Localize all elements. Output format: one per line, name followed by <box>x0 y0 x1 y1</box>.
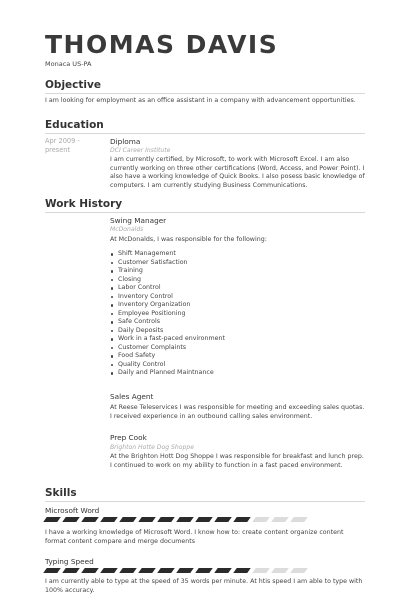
job-title: Sales Agent <box>110 392 154 401</box>
section-divider <box>45 93 365 94</box>
objective-heading: Objective <box>45 79 101 91</box>
skill-level-segment <box>138 568 156 573</box>
skill-description: I am currently able to type at the speed of 35 words per minute. At htis speed I am able to type with 100% accuracy. <box>45 578 363 594</box>
skill-level-segment <box>252 568 270 573</box>
section-divider <box>45 212 365 213</box>
duty-item: Quality Control <box>110 361 225 370</box>
skill-level-bar <box>45 517 311 523</box>
skill-level-segment <box>157 568 175 573</box>
section-divider <box>45 133 365 134</box>
skill-level-segment <box>271 568 289 573</box>
section-divider <box>45 501 365 502</box>
job-company: McDonalds <box>110 226 144 233</box>
skill-name: Microsoft Word <box>45 506 100 515</box>
skill-name: Typing Speed <box>45 557 94 566</box>
job-title: Prep Cook <box>110 433 147 442</box>
skill-level-segment <box>81 517 99 522</box>
skill-level-segment <box>214 568 232 573</box>
skill-level-segment <box>62 517 80 522</box>
education-heading: Education <box>45 119 104 131</box>
duty-item: Daily and Planned Maintnance <box>110 369 225 378</box>
skill-level-segment <box>119 568 137 573</box>
job-company: Brighton Hotte Dog Shoppe <box>110 444 194 451</box>
job-description: At the Brighton Hott Dog Shoppe I was responsible for breakfast and lunch prep. I continued to work on my ability to function in a fast paced environment. <box>110 453 364 469</box>
skill-level-segment <box>43 568 61 573</box>
duty-item: Shift Management <box>110 250 225 259</box>
skill-level-segment <box>252 517 270 522</box>
duty-item: Work in a fast-paced environment <box>110 335 225 344</box>
candidate-name: THOMAS DAVIS <box>45 30 279 59</box>
skill-level-segment <box>176 517 194 522</box>
skill-level-segment <box>195 568 213 573</box>
skill-level-segment <box>119 517 137 522</box>
duty-item: Inventory Organization <box>110 301 225 310</box>
duty-item: Training <box>110 267 225 276</box>
education-institution: DCI Career Institute <box>110 147 171 154</box>
skills-heading: Skills <box>45 487 77 499</box>
skill-level-segment <box>62 568 80 573</box>
skill-level-segment <box>233 568 251 573</box>
work-history-heading: Work History <box>45 198 123 210</box>
skill-level-segment <box>157 517 175 522</box>
job-duties-list <box>110 250 225 378</box>
job-title: Swing Manager <box>110 216 167 225</box>
job-description: At Reese Teleservices I was responsible for meeting and exceeding sales quotas. I received experience in an outbound calling sales environment. <box>110 404 365 420</box>
duty-item: Customer Complaints <box>110 344 225 353</box>
duty-item: Food Safety <box>110 352 225 361</box>
skill-level-segment <box>290 568 308 573</box>
job-description: At McDonalds, I was responsible for the following: <box>110 236 267 243</box>
skill-level-segment <box>233 517 251 522</box>
duty-item: Labor Control <box>110 284 225 293</box>
skill-level-segment <box>195 517 213 522</box>
duty-item: Safe Controls <box>110 318 225 327</box>
education-description: I am currently certified, by Microsoft, to work with Microsoft Excel. I am also currently working on three other certifications (Word, Access, and Power Point). I also have a working knowledge of Quick Books. I also posess basic knowledge of computers. I am currently studying Business Communications. <box>110 156 365 189</box>
duty-item: Employee Positioning <box>110 310 225 319</box>
skill-level-segment <box>81 568 99 573</box>
objective-text: I am looking for employment as an office assistant in a company with advancement opportunities. <box>45 97 356 104</box>
duty-item: Closing <box>110 276 225 285</box>
skill-level-segment <box>271 517 289 522</box>
skill-level-segment <box>100 568 118 573</box>
skill-description: I have a working knowledge of Microsoft Word. I know how to: create content organize content format content compare and merge documents <box>45 529 344 545</box>
education-dates: Apr 2009 - present <box>45 137 80 154</box>
skill-level-segment <box>138 517 156 522</box>
duty-item: Customer Satisfaction <box>110 259 225 268</box>
skill-level-segment <box>290 517 308 522</box>
skill-level-bar <box>45 568 311 574</box>
duty-item: Daily Deposits <box>110 327 225 336</box>
skill-level-segment <box>43 517 61 522</box>
skill-level-segment <box>176 568 194 573</box>
education-degree: Diploma <box>110 137 141 146</box>
duty-item: Inventory Control <box>110 293 225 302</box>
skill-level-segment <box>100 517 118 522</box>
skill-level-segment <box>214 517 232 522</box>
candidate-location: Monaca US-PA <box>45 60 92 68</box>
